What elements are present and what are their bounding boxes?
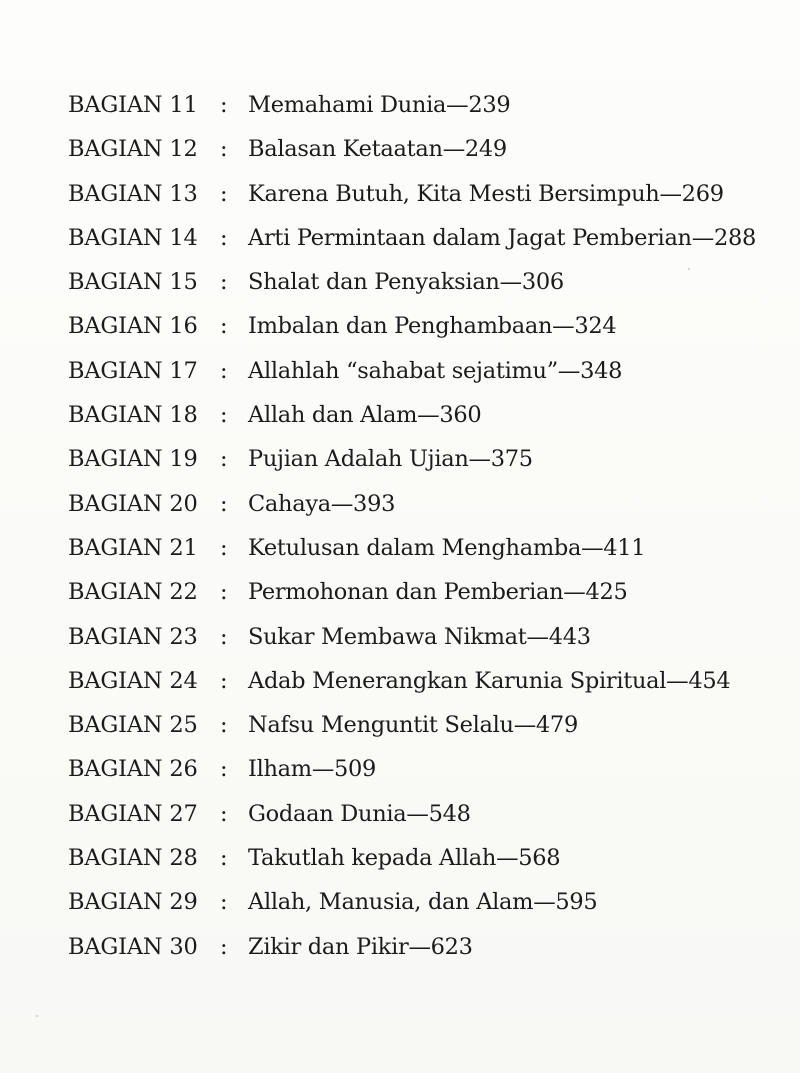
toc-entry: [0, 437, 800, 481]
separator: :: [220, 889, 228, 916]
toc-entry: [0, 349, 800, 393]
toc-entry: [0, 925, 800, 969]
part-label: BAGIAN 15: [68, 269, 198, 296]
part-label: BAGIAN 22: [68, 579, 198, 606]
toc-entry: [0, 747, 800, 791]
toc-entry: [0, 615, 800, 659]
part-label: BAGIAN 21: [68, 534, 198, 561]
separator: :: [220, 845, 228, 872]
part-label: BAGIAN 24: [68, 667, 198, 694]
separator: :: [220, 800, 228, 827]
toc-entry: [0, 127, 800, 171]
separator: :: [220, 623, 228, 650]
toc-entry: [0, 393, 800, 437]
chapter-title: Permohonan dan Pemberian—425: [248, 579, 628, 606]
part-label: BAGIAN 13: [68, 180, 198, 207]
separator: :: [220, 756, 228, 783]
toc-entry: [0, 703, 800, 747]
part-label: BAGIAN 26: [68, 756, 198, 783]
chapter-title: Allahlah “sahabat sejatimu”—348: [248, 357, 623, 384]
chapter-title: Balasan Ketaatan—249: [248, 136, 507, 163]
table-of-contents: [0, 83, 800, 969]
chapter-title: Sukar Membawa Nikmat—443: [248, 623, 591, 650]
toc-entry: [0, 304, 800, 348]
chapter-title: Allah, Manusia, dan Alam—595: [248, 889, 598, 916]
chapter-title: Ketulusan dalam Menghamba—411: [248, 534, 646, 561]
chapter-title: Cahaya—393: [248, 490, 396, 517]
chapter-title: Arti Permintaan dalam Jagat Pemberian—288: [248, 224, 756, 251]
toc-entry: [0, 792, 800, 836]
separator: :: [220, 224, 228, 251]
part-label: BAGIAN 11: [68, 92, 198, 118]
part-label: BAGIAN 14: [68, 224, 198, 251]
part-label: BAGIAN 30: [68, 933, 198, 960]
separator: :: [220, 402, 228, 429]
separator: :: [220, 933, 228, 960]
separator: :: [220, 180, 228, 207]
separator: :: [220, 357, 228, 384]
toc-entry: [0, 880, 800, 924]
chapter-title: Shalat dan Penyaksian—306: [248, 269, 564, 296]
chapter-title: Memahami Dunia—239: [248, 92, 511, 118]
separator: :: [220, 136, 228, 163]
toc-entry: [0, 172, 800, 216]
chapter-title: Allah dan Alam—360: [248, 402, 482, 429]
chapter-title: Nafsu Menguntit Selalu—479: [248, 712, 578, 739]
separator: :: [220, 446, 228, 473]
separator: :: [220, 269, 228, 296]
chapter-title: Pujian Adalah Ujian—375: [248, 446, 533, 473]
part-label: BAGIAN 18: [68, 402, 198, 429]
part-label: BAGIAN 28: [68, 845, 198, 872]
chapter-title: Imbalan dan Penghambaan—324: [248, 313, 617, 340]
separator: :: [220, 667, 228, 694]
separator: :: [220, 92, 228, 118]
separator: :: [220, 534, 228, 561]
toc-entry: [0, 260, 800, 304]
part-label: BAGIAN 25: [68, 712, 198, 739]
toc-entry: [0, 570, 800, 614]
chapter-title: Zikir dan Pikir—623: [248, 933, 473, 960]
part-label: BAGIAN 17: [68, 357, 198, 384]
part-label: BAGIAN 19: [68, 446, 198, 473]
part-label: BAGIAN 27: [68, 800, 198, 827]
toc-entry: [0, 526, 800, 570]
separator: :: [220, 579, 228, 606]
toc-entry: [0, 482, 800, 526]
part-label: BAGIAN 29: [68, 889, 198, 916]
separator: :: [220, 313, 228, 340]
part-label: BAGIAN 16: [68, 313, 198, 340]
toc-entry: [0, 83, 800, 127]
separator: :: [220, 490, 228, 517]
chapter-title: Ilham—509: [248, 756, 377, 783]
paper-speck: [688, 268, 690, 270]
part-label: BAGIAN 20: [68, 490, 198, 517]
toc-entry: [0, 659, 800, 703]
part-label: BAGIAN 23: [68, 623, 198, 650]
toc-entry: [0, 836, 800, 880]
chapter-title: Karena Butuh, Kita Mesti Bersimpuh—269: [248, 180, 724, 207]
paper-speck: [36, 1015, 38, 1017]
toc-entry: [0, 216, 800, 260]
part-label: BAGIAN 12: [68, 136, 198, 163]
separator: :: [220, 712, 228, 739]
chapter-title: Takutlah kepada Allah—568: [248, 845, 561, 872]
chapter-title: Adab Menerangkan Karunia Spiritual—454: [248, 667, 731, 694]
chapter-title: Godaan Dunia—548: [248, 800, 471, 827]
